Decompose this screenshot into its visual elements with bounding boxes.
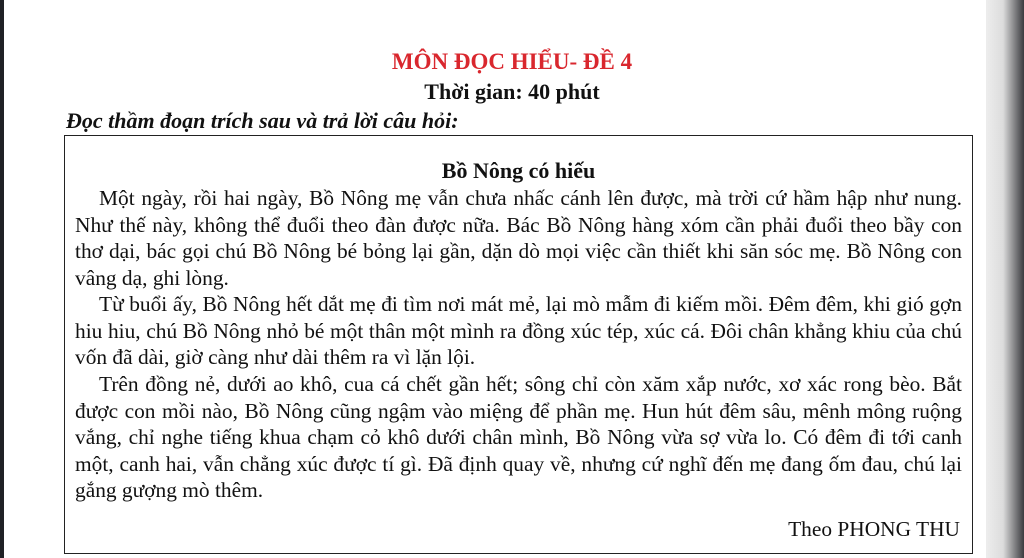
exam-time: Thời gian: 40 phút [424, 79, 600, 104]
exam-instruction: Đọc thầm đoạn trích sau và trả lời câu hỏi: [66, 108, 459, 133]
passage-paragraph-1: Một ngày, rồi hai ngày, Bồ Nông mẹ vẫn chưa nhấc cánh lên được, mà trời cứ hầm hập như nung. Như thế này, không thể đuổi theo đàn được nữa. Bác Bồ Nông hàng xóm cần phải đuổi theo bầy con thơ dại, bác gọi chú Bồ Nông bé bỏng lại gần, dặn dò mọi việc cần thiết khi săn sóc mẹ. Bồ Nông con vâng dạ, ghi lòng. [75, 186, 962, 290]
passage-box [64, 135, 973, 554]
passage-paragraph-3: Trên đồng nẻ, dưới ao khô, cua cá chết gần hết; sông chỉ còn xăm xắp nước, xơ xác rong bèo. Bắt được con mồi nào, Bồ Nông cũng ngậm vào miệng để phần mẹ. Hun hút đêm sâu, mênh mông ruộng vắng, chỉ nghe tiếng khua chạm cỏ khô dưới chân mình, Bồ Nông vừa sợ vừa lo. Có đêm đi tới canh một, canh hai, vẫn chẳng xúc được tí gì. Đã định quay về, nhưng cứ nghĩ đến mẹ đang ốm đau, chú lại gắng gượng mò thêm. [75, 372, 962, 502]
exam-title: MÔN ĐỌC HIỂU- ĐỀ 4 [391, 49, 633, 74]
passage-paragraph-2: Từ buổi ấy, Bồ Nông hết dắt mẹ đi tìm nơi mát mẻ, lại mò mẫm đi kiếm mồi. Đêm đêm, khi gió gợn hiu hiu, chú Bồ Nông nhỏ bé một thân một mình ra đồng xúc tép, xúc cá. Đôi chân khẳng khiu của chú vốn đã dài, giờ càng như dài thêm ra vì lặn lội. [75, 292, 962, 369]
passage-title: Bồ Nông có hiếu [441, 158, 596, 183]
passage-source: Theo PHONG THU [788, 517, 960, 541]
